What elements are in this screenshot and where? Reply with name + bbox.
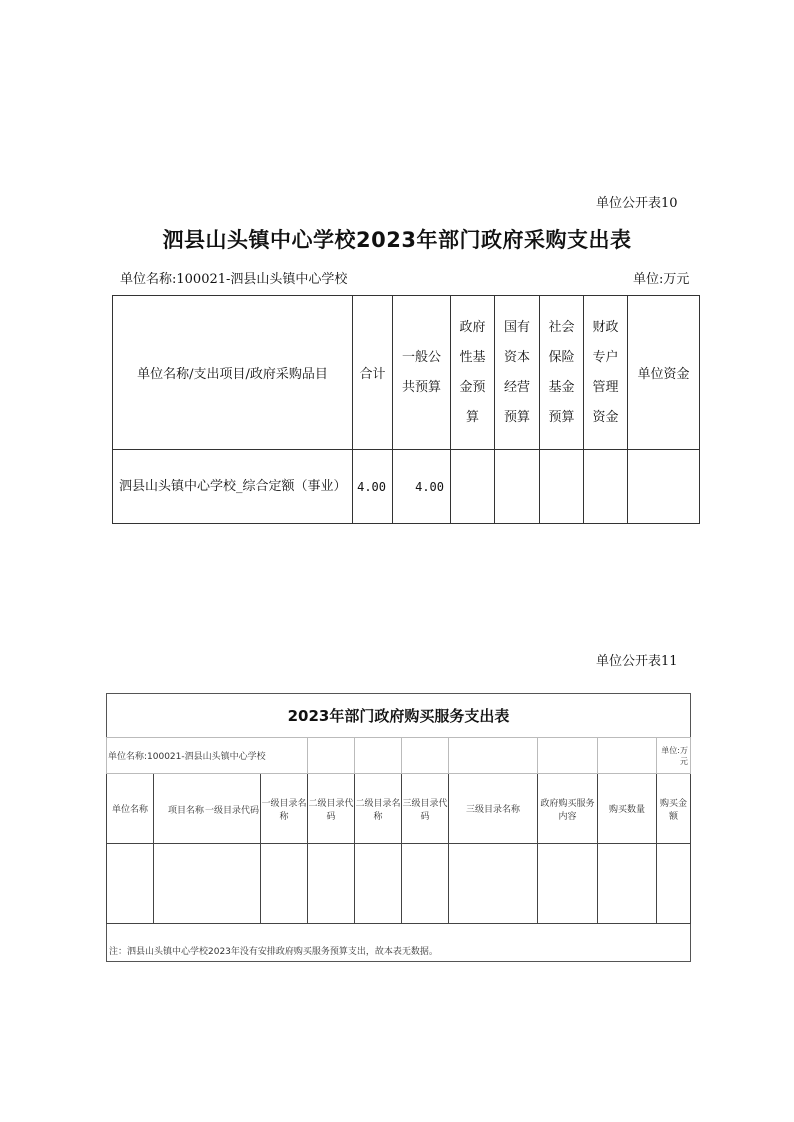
row-general: 4.00 — [393, 450, 451, 524]
table11-note: 注：泗县山头镇中心学校2023年没有安排政府购买服务预算支出，故本表无数据。 — [107, 924, 691, 962]
header-special-line: 管理 — [592, 379, 619, 395]
header-state-line: 国有 — [503, 319, 530, 335]
empty-cell — [107, 844, 154, 924]
meta-cell — [538, 738, 598, 774]
header-social-line: 保险 — [548, 349, 575, 365]
table-row — [107, 844, 691, 924]
header-fund-budget — [451, 296, 495, 450]
service-purchase-table — [106, 693, 691, 962]
header-amount: 购买金额 — [657, 774, 691, 844]
header-social-line: 基金 — [548, 379, 575, 395]
header-total: 合计 — [353, 296, 393, 450]
header-level3-code: 三级目录代码 — [402, 774, 449, 844]
header-fund-line: 政府 — [459, 319, 486, 335]
header-special-line: 财政 — [592, 319, 619, 335]
header-unit-name: 单位名称 — [107, 774, 154, 844]
table11-number: 单位公开表11 — [596, 654, 678, 669]
header-level2-code: 二级目录代码 — [308, 774, 355, 844]
empty-cell — [261, 844, 308, 924]
row-special — [584, 450, 628, 524]
header-level1-name: 一级目录名称 — [261, 774, 308, 844]
header-general-budget — [393, 296, 451, 450]
header-state-line: 预算 — [503, 409, 530, 425]
header-state-line: 经营 — [503, 379, 530, 395]
header-level2-name: 二级目录名称 — [355, 774, 402, 844]
empty-cell — [308, 844, 355, 924]
header-special-line: 专户 — [592, 349, 619, 365]
procurement-table — [112, 295, 700, 524]
table11-meta-row — [107, 738, 691, 774]
empty-cell — [538, 844, 598, 924]
header-project-name — [154, 774, 261, 844]
meta-cell — [449, 738, 538, 774]
table10-unit: 单位:万元 — [633, 272, 690, 287]
table10-header-row — [113, 296, 700, 450]
row-total: 4.00 — [353, 450, 393, 524]
header-fund-line: 性基 — [459, 349, 486, 365]
table10-unit-name: 单位名称:100021-泗县山头镇中心学校 — [120, 272, 348, 287]
header-fund-line: 金预 — [459, 379, 486, 395]
header-state-capital — [495, 296, 540, 450]
meta-cell — [308, 738, 355, 774]
empty-cell — [402, 844, 449, 924]
header-fund-line: 算 — [465, 409, 479, 425]
header-own-funds: 单位资金 — [628, 296, 700, 450]
header-special-account — [584, 296, 628, 450]
table10-number: 单位公开表10 — [596, 196, 678, 211]
empty-cell — [449, 844, 538, 924]
table11-unit-name: 单位名称:100021-泗县山头镇中心学校 — [107, 738, 308, 774]
header-service-content: 政府购买服务内容 — [538, 774, 598, 844]
table11-header-row — [107, 774, 691, 844]
table10-title: 泗县山头镇中心学校2023年部门政府采购支出表 — [162, 228, 632, 252]
row-own — [628, 450, 700, 524]
header-social-line: 预算 — [548, 409, 575, 425]
table11-title: 2023年部门政府购买服务支出表 — [107, 694, 691, 738]
row-fund — [451, 450, 495, 524]
meta-cell — [355, 738, 402, 774]
header-general-line: 共预算 — [401, 379, 441, 395]
empty-cell — [598, 844, 657, 924]
header-level3-name: 三级目录名称 — [449, 774, 538, 844]
empty-cell — [657, 844, 691, 924]
empty-cell — [355, 844, 402, 924]
table11-unit: 单位:万元 — [657, 738, 691, 774]
header-social-insurance — [540, 296, 584, 450]
row-state — [495, 450, 540, 524]
header-item: 单位名称/支出项目/政府采购品目 — [113, 296, 353, 450]
header-level1-code-text: 一级目录代码 — [204, 806, 259, 816]
header-special-line: 资金 — [592, 409, 619, 425]
header-general-line: 一般公 — [401, 349, 441, 365]
meta-cell — [598, 738, 657, 774]
empty-cell — [154, 844, 261, 924]
header-project-name-text: 项目名称 — [168, 806, 205, 816]
row-name: 泗县山头镇中心学校_综合定额（事业） — [113, 450, 353, 524]
header-social-line: 社会 — [548, 319, 575, 335]
header-quantity: 购买数量 — [598, 774, 657, 844]
meta-cell — [402, 738, 449, 774]
table-row — [113, 450, 700, 524]
header-state-line: 资本 — [503, 349, 530, 365]
row-social — [540, 450, 584, 524]
